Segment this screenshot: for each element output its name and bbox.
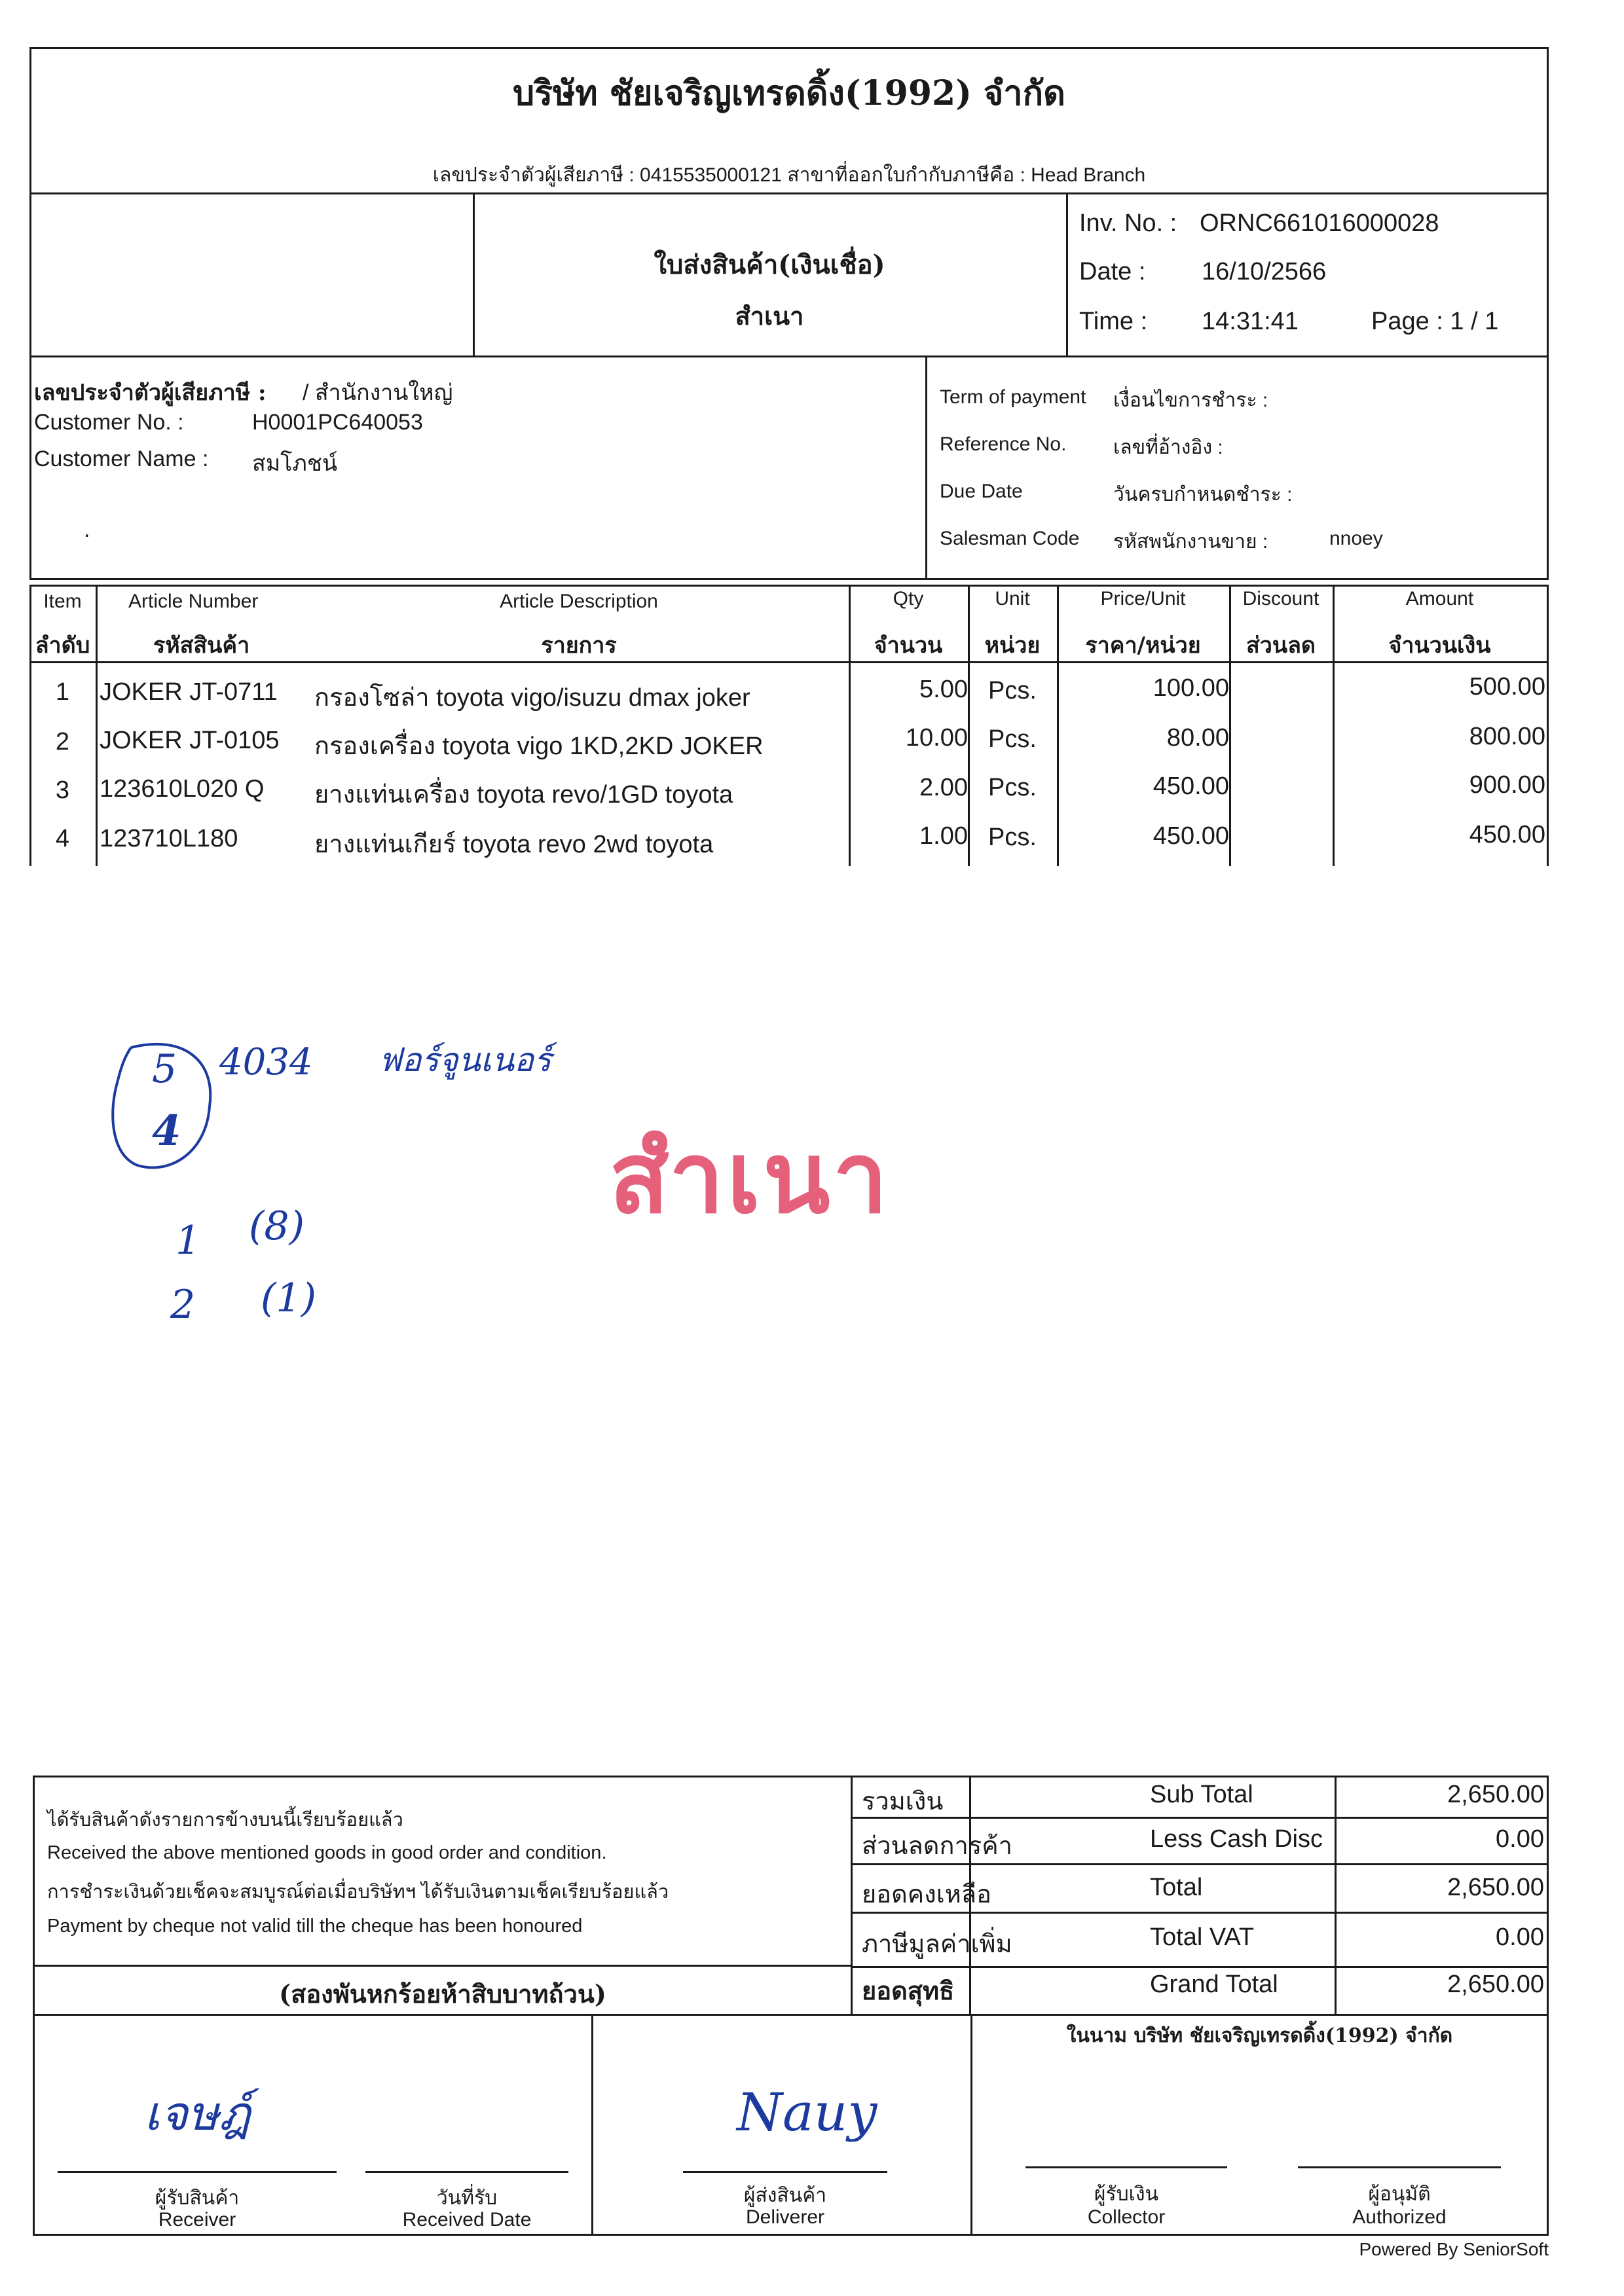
reference-number-label: Reference No. [940,433,1067,455]
handwritten-line-2-number: 2 [170,1282,196,1328]
divider [1547,585,1549,866]
header-qty-en: Qty [893,588,924,610]
customer-number-value: H0001PC640053 [252,410,423,435]
document-copy-label: สำเนา [735,301,804,331]
row-price: 450.00 [1153,822,1229,850]
collector-sign-line [1025,2166,1227,2168]
reference-number-label-th: เลขที่อ้างอิง : [1113,437,1223,458]
row-price: 80.00 [1166,724,1229,752]
header-discount-th: ส่วนลด [1246,632,1316,659]
vat-value: 0.00 [1496,1923,1544,1951]
time-label: Time : [1079,308,1148,335]
receiver-label-en: Receiver [158,2209,236,2231]
grand-total-value: 2,650.00 [1447,1971,1544,1998]
subtotal-label-en: Sub Total [1150,1781,1253,1808]
header-amount-en: Amount [1405,588,1474,610]
deliverer-sign-line [683,2171,887,2173]
collector-label-en: Collector [1087,2206,1166,2228]
invoice-number-value: ORNC661016000028 [1200,210,1439,237]
handwritten-circled-4: 4 [152,1106,181,1156]
row-item: 4 [55,825,70,852]
deliverer-signature: Nauy [737,2082,877,2143]
row-price: 100.00 [1153,674,1229,702]
row-article-number: JOKER JT-0711 [100,678,278,706]
date-label: Date : [1079,258,1146,285]
authorized-label-en: Authorized [1352,2206,1447,2228]
customer-tax-label: เลขประจำตัวผู้เสียภาษี : [34,380,267,406]
handwritten-circled-5: 5 [152,1046,177,1092]
row-item: 3 [55,776,70,804]
vat-label-en: Total VAT [1150,1923,1255,1951]
row-amount: 450.00 [1469,821,1545,848]
deliverer-label-en: Deliverer [745,2206,825,2228]
total-value: 2,650.00 [1447,1874,1544,1901]
company-name: บริษัท ชัยเจริญเทรดดิ้ง(1992) จำกัด [513,73,1065,113]
header-price-en: Price/Unit [1100,588,1186,610]
row-qty: 1.00 [919,822,968,850]
due-date-label-th: วันครบกำหนดชำระ : [1113,484,1293,505]
row-article-number: JOKER JT-0105 [100,727,280,754]
header-description-en: Article Description [500,591,658,612]
divider [925,355,927,580]
handwritten-line-2-qty: (1) [261,1275,316,1321]
row-unit: Pcs. [988,725,1037,753]
handwritten-line-1-number: 1 [175,1218,201,1264]
row-article-number: 123710L180 [100,825,238,852]
row-price: 450.00 [1153,773,1229,800]
grand-total-label-th: ยอดสุทธิ [862,1976,955,2005]
powered-by: Powered By SeniorSoft [1359,2239,1549,2259]
customer-number-label: Customer No. : [34,410,184,435]
grand-total-label-en: Grand Total [1150,1971,1278,1998]
row-item: 1 [55,678,70,706]
authorized-label-th: ผู้อนุมัติ [1368,2183,1431,2205]
salesman-code-label-th: รหัสพนักงานขาย : [1113,531,1268,553]
receiver-label-th: ผู้รับสินค้า [155,2187,240,2209]
received-date-label-en: Received Date [402,2209,532,2231]
total-label-th: ยอดคงเหลือ [862,1881,991,1908]
row-amount: 900.00 [1469,771,1545,799]
row-unit: Pcs. [988,774,1037,801]
term-of-payment-label-th: เงื่อนไขการชำระ : [1113,390,1268,411]
amount-in-words: (สองพันหกร้อยห้าสิบบาทถ้วน) [279,1979,606,2009]
header-item-th: ลำดับ [35,632,90,659]
header-description-th: รายการ [541,632,617,659]
notes-cheque-en: Payment by cheque not valid till the cheque has been honoured [47,1916,583,1937]
stray-dot: . [84,517,90,542]
divider [1066,192,1068,357]
collector-label-th: ผู้รับเงิน [1094,2183,1159,2205]
row-qty: 2.00 [919,774,968,801]
copy-stamp: สำเนา [609,1121,891,1235]
header-qty-th: จำนวน [874,632,943,659]
cash-discount-label-th: ส่วนลดการค้า [862,1832,1012,1860]
vat-label-th: ภาษีมูลค่าเพิ่ม [862,1931,1012,1958]
receiver-sign-line [58,2171,337,2173]
row-qty: 10.00 [905,724,968,752]
salesman-code-label: Salesman Code [940,528,1080,549]
invoice-number-label: Inv. No. : [1079,210,1177,237]
notes-received-en: Received the above mentioned goods in good order and condition. [47,1842,607,1863]
deliverer-label-th: ผู้ส่งสินค้า [743,2185,827,2206]
term-of-payment-label: Term of payment [940,386,1086,408]
handwritten-line-1-qty: (8) [249,1203,304,1249]
row-qty: 5.00 [919,676,968,703]
row-article-number: 123610L020 Q [100,775,265,803]
row-unit: Pcs. [988,824,1037,851]
header-article-number-en: Article Number [128,591,259,612]
row-unit: Pcs. [988,677,1037,704]
document-title: ใบส่งสินค้า(เงินเชื่อ) [654,249,885,280]
handwritten-note-text: ฟอร์จูนเนอร์ [378,1041,551,1079]
notes-cheque-th: การชำระเงินด้วยเช็คจะสมบูรณ์ต่อเมื่อบริษัทฯ ได้รับเงินตามเช็คเรียบร้อยแล้ว [47,1882,669,1903]
due-date-label: Due Date [940,481,1023,502]
page-indicator: Page : 1 / 1 [1371,308,1499,335]
date-value: 16/10/2566 [1202,258,1327,285]
total-label-en: Total [1150,1874,1203,1901]
row-description: ยางแท่นเครื่อง toyota revo/1GD toyota [314,781,733,809]
received-date-label-th: วันที่รับ [436,2187,498,2209]
row-amount: 800.00 [1469,723,1545,750]
customer-tax-value: / สำนักงานใหญ่ [303,380,453,405]
time-value: 14:31:41 [1202,308,1299,335]
received-date-line [365,2171,568,2173]
salesman-code-value: nnoey [1329,528,1383,549]
divider [851,1966,1549,1968]
header-item-en: Item [43,591,82,612]
header-article-number-th: รหัสสินค้า [153,632,250,659]
header-amount-th: จำนวนเงิน [1388,632,1491,659]
row-item: 2 [55,728,70,756]
receiver-signature: เจษฎ์ [144,2086,251,2141]
row-description: กรองเครื่อง toyota vigo 1KD,2KD JOKER [314,733,764,760]
header-unit-th: หน่วย [984,632,1041,659]
customer-name-value: สมโภชน์ [252,451,338,476]
row-amount: 500.00 [1469,673,1545,701]
cash-discount-label-en: Less Cash Disc [1150,1825,1323,1853]
cash-discount-value: 0.00 [1496,1825,1544,1853]
authorized-sign-line [1298,2166,1501,2168]
header-price-th: ราคา/หน่วย [1085,632,1201,659]
header-discount-en: Discount [1242,588,1320,610]
divider [591,2014,593,2236]
row-description: ยางแท่นเกียร์ toyota revo 2wd toyota [314,831,714,858]
handwritten-note-number: 4034 [219,1041,313,1084]
subtotal-label-th: รวมเงิน [862,1788,944,1815]
row-description: กรองโซล่า toyota vigo/isuzu dmax joker [314,684,750,712]
subtotal-value: 2,650.00 [1447,1781,1544,1808]
company-tax-line: เลขประจำตัวผู้เสียภาษี : 0415535000121 สาขาที่ออกใบกำกับภาษีคือ : Head Branch [432,164,1146,186]
customer-name-label: Customer Name : [34,446,209,471]
notes-received-th: ได้รับสินค้าดังรายการข้างบนนี้เรียบร้อยแล้ว [47,1810,403,1831]
header-unit-en: Unit [995,588,1030,610]
divider [851,1817,1549,1819]
on-behalf-of-company: ในนาม บริษัท ชัยเจริญเทรดดิ้ง(1992) จำกัด [1066,2024,1453,2047]
